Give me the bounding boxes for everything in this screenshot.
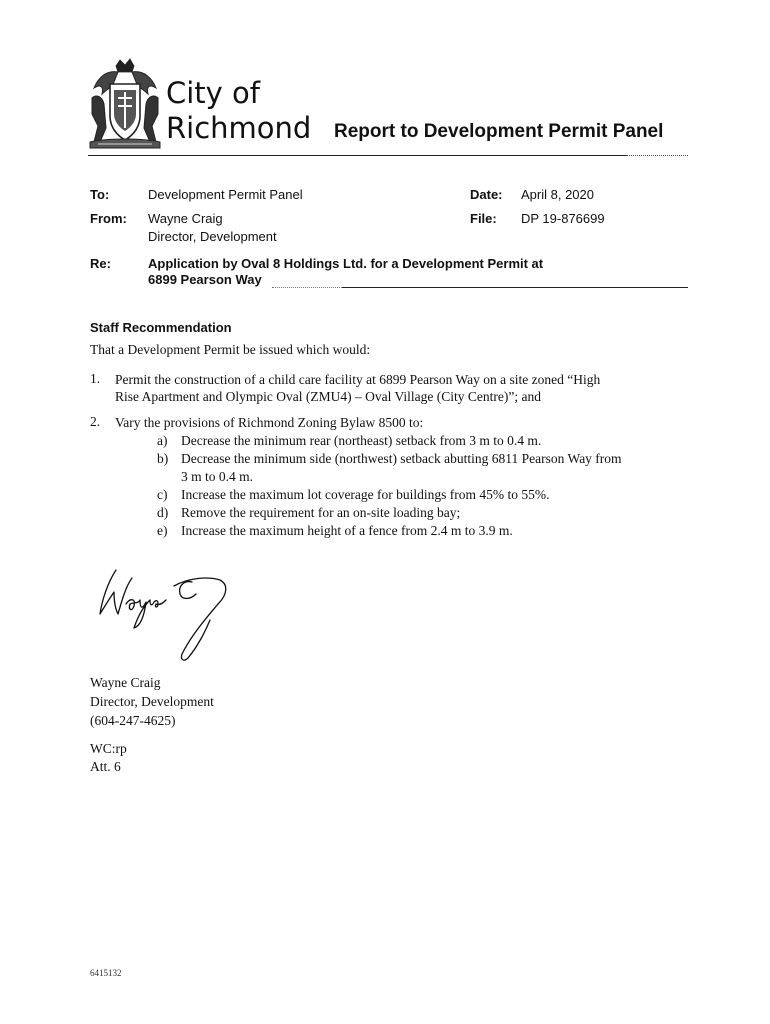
item-1-line-1: Permit the construction of a child care facility at 6899 Pearson Way on a site zoned “High [115, 372, 601, 387]
signature-block [90, 673, 214, 730]
item-2-text: Vary the provisions of Richmond Zoning Bylaw 8500 to: [115, 415, 424, 430]
subitem-e-text: Increase the maximum height of a fence from 2.4 m to 3.9 m. [181, 523, 513, 538]
report-title: Report to Development Permit Panel [334, 121, 664, 142]
city-crest-logo [88, 58, 162, 150]
re-divider-dotted [272, 287, 342, 288]
from-label: From: [90, 211, 127, 226]
to-label: To: [90, 187, 110, 202]
from-name: Wayne Craig [148, 211, 223, 226]
from-title: Director, Development [148, 229, 277, 244]
signer-phone: (604-247-4625) [90, 713, 176, 728]
attachments-count: Att. 6 [90, 759, 121, 774]
subitem-a-text: Decrease the minimum rear (northeast) setback from 3 m to 0.4 m. [181, 433, 542, 448]
initials-block [90, 740, 127, 776]
re-divider [342, 287, 688, 288]
recommendation-intro: That a Development Permit be issued which would: [90, 342, 371, 357]
item-2-number: 2. [90, 414, 101, 429]
file-label: File: [470, 211, 497, 226]
subitem-a-letter: a) [157, 433, 168, 448]
signer-title: Director, Development [90, 694, 214, 709]
subitem-c-text: Increase the maximum lot coverage for buildings from 45% to 55%. [181, 487, 550, 502]
date-label: Date: [470, 187, 503, 202]
item-1-number: 1. [90, 371, 101, 386]
re-line-1: Application by Oval 8 Holdings Ltd. for a Development Permit at [148, 256, 544, 271]
document-number: 6415132 [90, 968, 122, 978]
logo-text-city-of: City of [166, 76, 261, 110]
subitem-b-line-2: 3 m to 0.4 m. [181, 469, 254, 484]
typist-initials: WC:rp [90, 741, 127, 756]
item-1-line-2: Rise Apartment and Olympic Oval (ZMU4) – Oval Village (City Centre)”; and [115, 389, 541, 404]
subitem-b-letter: b) [157, 451, 169, 466]
signer-name: Wayne Craig [90, 675, 161, 690]
subitem-b-line-1: Decrease the minimum side (northwest) setback abutting 6811 Pearson Way from [181, 451, 622, 466]
header-divider [88, 155, 626, 156]
date-value: April 8, 2020 [521, 187, 594, 202]
file-value: DP 19-876699 [521, 211, 605, 226]
header-divider-dotted [626, 155, 688, 156]
section-heading-staff-recommendation: Staff Recommendation [90, 320, 232, 335]
to-value: Development Permit Panel [148, 187, 303, 202]
logo-text-richmond: Richmond [166, 111, 312, 145]
subitem-c-letter: c) [157, 487, 168, 502]
re-label: Re: [90, 256, 111, 271]
subitem-e-letter: e) [157, 523, 168, 538]
subitem-d-letter: d) [157, 505, 169, 520]
handwritten-signature [88, 560, 258, 680]
re-line-2: 6899 Pearson Way [148, 272, 262, 287]
subitem-d-text: Remove the requirement for an on-site loading bay; [181, 505, 461, 520]
